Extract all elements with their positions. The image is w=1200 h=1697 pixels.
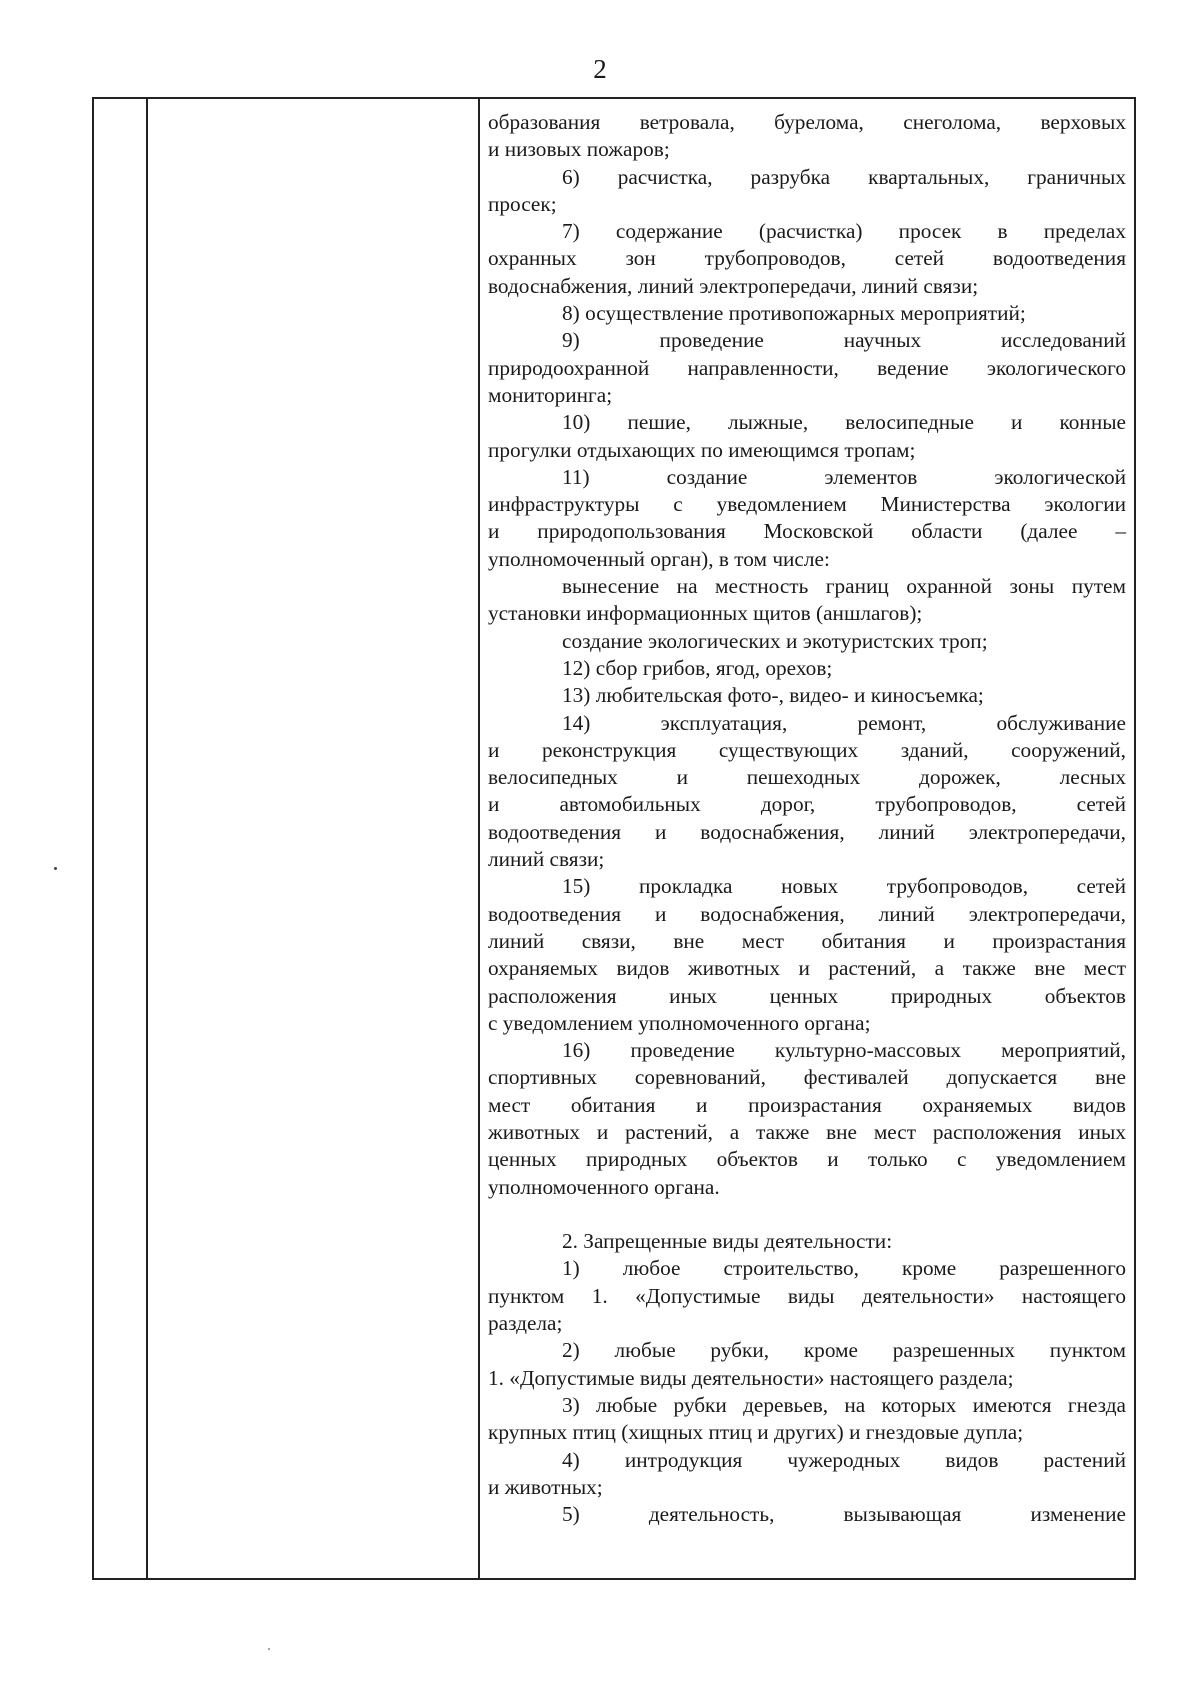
paragraph-gap [488, 1201, 1126, 1228]
text-line: 2) любые рубки, кроме разрешенных пунктом [562, 1338, 1126, 1363]
text-line: мест обитания и произрастания охраняемых видов [488, 1092, 1126, 1117]
text-line: 13) любительская фото-, видео- и киносъемка; [562, 683, 984, 708]
text-line: расположения иных ценных природных объектов [488, 983, 1126, 1008]
table-cell-text [488, 109, 1126, 1528]
column-divider-2 [478, 99, 480, 1578]
text-line: просек; [488, 191, 557, 216]
text-line: вынесение на местность границ охранной зоны путем [562, 574, 1126, 599]
text-line: 9) проведение научных исследований [562, 328, 1126, 353]
text-line: природоохранной направленности, ведение экологического [488, 355, 1126, 380]
text-line: 10) пешие, лыжные, велосипедные и конные [562, 410, 1126, 435]
text-line: 2. Запрещенные виды деятельности: [562, 1229, 893, 1254]
text-line: спортивных соревнований, фестивалей допускается вне [488, 1065, 1126, 1090]
text-line: установки информационных щитов (аншлагов); [488, 601, 923, 626]
text-line: 4) интродукция чужеродных видов растений [562, 1447, 1126, 1472]
text-line: линий связи; [488, 847, 605, 872]
text-line: водоотведения и водоснабжения, линий электропередачи, [488, 819, 1126, 844]
text-line: водоотведения и водоснабжения, линий электропередачи, [488, 901, 1126, 926]
document-table [92, 97, 1136, 1580]
text-line: мониторинга; [488, 382, 613, 407]
text-line: 11) создание элементов экологической [562, 464, 1126, 489]
text-line: уполномоченный орган), в том числе: [488, 546, 830, 571]
text-line: 3) любые рубки деревьев, на которых имеются гнезда [562, 1392, 1126, 1417]
text-line: 5) деятельность, вызывающая изменение [562, 1502, 1126, 1527]
text-line: охраняемых видов животных и растений, а также вне мест [488, 956, 1126, 981]
text-line: с уведомлением уполномоченного органа; [488, 1010, 871, 1035]
text-line: 16) проведение культурно-массовых мероприятий, [562, 1038, 1126, 1063]
text-line: 12) сбор грибов, ягод, орехов; [562, 655, 833, 680]
text-line: уполномоченного органа. [488, 1174, 720, 1199]
text-line: крупных птиц (хищных птиц и других) и гнездовые дупла; [488, 1420, 1024, 1445]
text-line: линий связи, вне мест обитания и произрастания [488, 928, 1126, 953]
text-line: 6) расчистка, разрубка квартальных, граничных [562, 164, 1126, 189]
text-line: и автомобильных дорог, трубопроводов, сетей [488, 792, 1126, 817]
column-divider-1 [146, 99, 148, 1578]
scan-speck [54, 867, 57, 870]
text-line: 7) содержание (расчистка) просек в пределах [562, 219, 1126, 244]
text-line: и животных; [488, 1474, 603, 1499]
text-line: животных и растений, а также вне мест расположения иных [488, 1119, 1126, 1144]
text-line: инфраструктуры с уведомлением Министерства экологии [488, 492, 1126, 517]
text-line: 1. «Допустимые виды деятельности» настоящего раздела; [488, 1365, 1014, 1390]
text-line: пунктом 1. «Допустимые виды деятельности» настоящего [488, 1283, 1126, 1308]
text-line: охранных зон трубопроводов, сетей водоотведения [488, 246, 1126, 271]
text-line: и реконструкция существующих зданий, сооружений, [488, 737, 1126, 762]
text-line: и природопользования Московской области (далее – [488, 519, 1126, 544]
scan-speck [268, 1648, 270, 1650]
text-line: 1) любое строительство, кроме разрешенного [562, 1256, 1126, 1281]
text-line: создание экологических и экотуристских троп; [562, 628, 988, 653]
text-line: и низовых пожаров; [488, 137, 670, 162]
text-line: 15) прокладка новых трубопроводов, сетей [562, 874, 1126, 899]
text-line: раздела; [488, 1311, 563, 1336]
text-line: 14) эксплуатация, ремонт, обслуживание [562, 710, 1126, 735]
page-number: 2 [593, 54, 607, 84]
text-line: образования ветровала, бурелома, снеголома, верховых [488, 110, 1126, 134]
text-line: ценных природных объектов и только с уведомлением [488, 1147, 1126, 1172]
text-line: велосипедных и пешеходных дорожек, лесных [488, 765, 1126, 790]
text-line: 8) осуществление противопожарных мероприятий; [562, 301, 1026, 326]
text-line: водоснабжения, линий электропередачи, линий связи; [488, 273, 979, 298]
text-line: прогулки отдыхающих по имеющимся тропам; [488, 437, 916, 462]
